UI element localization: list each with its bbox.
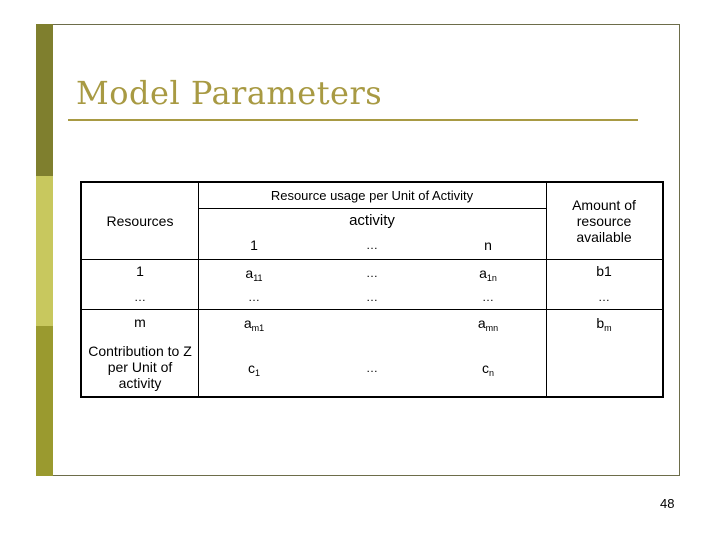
row3-label: m [134,314,146,330]
row2-avail: … [598,290,610,304]
row2-label: … [134,290,146,304]
page-title: Model Parameters [76,74,383,112]
row2-mid: … [366,290,378,304]
table-divider [82,309,662,310]
header-usage: Resource usage per Unit of Activity [270,188,474,203]
row2-a-last: … [482,290,494,304]
row4-c-first: $c_1$ [247,360,260,378]
parameters-table [80,181,664,398]
table-divider [546,183,547,396]
header-amount: Amount of resource available [572,197,636,245]
decorative-side-bar [36,24,53,476]
row3-a-last: $a_{mn}$ [477,315,499,333]
table-divider [198,208,546,209]
row3-avail: $b_m$ [596,315,612,333]
activity-col-last: n [484,237,492,253]
row1-avail: b1 [596,263,612,279]
table-divider [82,259,662,260]
row2-a-first: … [248,290,260,304]
title-underline [68,119,638,121]
row1-label: 1 [136,263,144,279]
row1-a-last: $a_{1n}$ [479,265,497,283]
page-number: 48 [660,496,675,511]
row1-a-first: $a_{11}$ [245,265,263,283]
row4-c-last: $c_n$ [481,360,494,378]
row3-a-first: $a_{m1}$ [243,315,265,333]
row1-mid: … [366,266,378,280]
row4-label: Contribution to Z per Unit of activity [88,343,192,391]
side-bar-segment [36,24,53,176]
side-bar-segment [36,326,53,476]
row4-mid: … [366,361,378,375]
activity-col-mid: … [366,238,378,252]
side-bar-segment [36,176,53,326]
header-resources: Resources [106,213,174,229]
header-activity: activity [349,212,395,229]
activity-col-first: 1 [250,237,258,253]
